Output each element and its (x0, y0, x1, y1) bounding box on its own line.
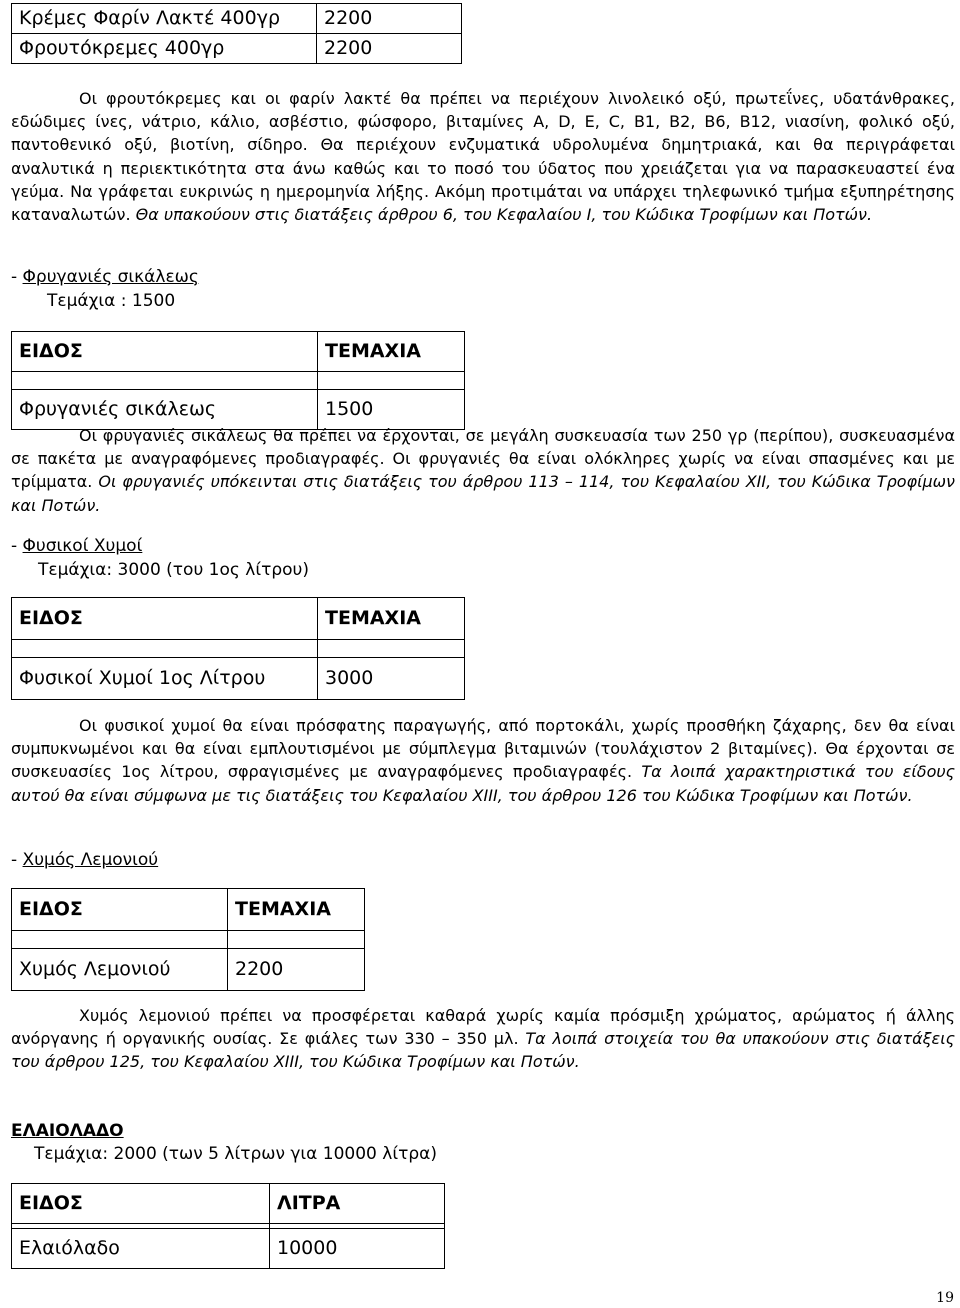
description-text: Χυμός λεμονιού πρέπει να προσφέρεται καθαρά χωρίς καμία πρόσμιξη χρώματος, αρώματος ή άλλης ανόργανης ή οργανικής ουσίας. Σε φιάλες των 330 – 350 μλ. (11, 1006, 955, 1049)
column-header-qty: ΛΙΤΡΑ (270, 1184, 445, 1224)
column-header-item: ΕΙΔΟΣ (12, 332, 318, 372)
table-spacer-row (12, 372, 465, 390)
table-row (12, 4, 462, 34)
column-header-qty: ΤΕΜΑΧΙΑ (318, 332, 465, 372)
table-row (12, 658, 465, 700)
column-header-item: ΕΙΔΟΣ (12, 598, 318, 640)
section-title: ΕΛΑΙΟΛΑΔΟ (11, 1121, 124, 1141)
section-title: Φυσικοί Χυμοί (22, 536, 143, 556)
description-text: Οι φρουτόκρεμες και οι φαρίν λακτέ θα πρέπει να περιέχουν λινολεικό οξύ, πρωτεΐνες, υδατάνθρακες, εδώδιμες ίνες, νάτριο, κάλιο, ασβέστιο, φώσφορο, βιταμίνες A, D, E, C, B1, B2, B6, B12, νιασίνη, φολικό οξύ, παντοθενικό οξύ, βιοτίνη, σίδηρο. Θα περιέχουν ενζυματικά υδρολυμένα δημητριακά, και θα περιγράφεται αναλυτικά η περιεκτικότητα στα άνω καθώς και το ποσό του ύδατος που χρειάζεται για να παρασκευαστεί ένα γεύμα. Να γράφεται ευκρινώς η ημερομηνία λήξης. Ακόμη προτιμάται να υπάρχει τηλεφωνικό τμήμα εξυπηρέτησης καταναλωτών. (11, 89, 955, 225)
quantity-line: Τεμάχια: 2000 (των 5 λίτρων για 10000 λίτρα) (34, 1144, 437, 1164)
item-qty-cell: 10000 (270, 1229, 445, 1269)
regulation-note: Τα λοιπά στοιχεία του θα υπακούουν στις διατάξεις του άρθρου 125, του Κεφαλαίου ΧΙΙΙ, του Κώδικα Τροφίμων και Ποτών. (11, 1029, 956, 1072)
section-heading: - Φρυγανιές σικάλεως (11, 267, 199, 287)
column-header-item: ΕΙΔΟΣ (12, 1184, 270, 1224)
item-name-cell: Φρυγανιές σικάλεως (12, 390, 318, 430)
rusks-table (11, 331, 465, 430)
table-row (12, 34, 462, 64)
product-name-cell: Κρέμες Φαρίν Λακτέ 400γρ (12, 4, 317, 34)
section-heading: - Φυσικοί Χυμοί (11, 536, 143, 556)
table-header-row (12, 598, 465, 640)
juices-description (11, 714, 955, 807)
column-header-item: ΕΙΔΟΣ (12, 889, 228, 931)
table-header-row (12, 889, 365, 931)
page-number: 19 (936, 1290, 954, 1306)
table-spacer-row (12, 931, 365, 949)
regulation-note: Τα λοιπά χαρακτηριστικά του είδους αυτού θα είναι σύμφωνα με τις διατάξεις του Κεφαλαίου ΧΙΙΙ, του άρθρου 126 του Κώδικα Τροφίμων και Ποτών. (11, 762, 956, 805)
section-title: Φρυγανιές σικάλεως (22, 267, 199, 287)
table-header-row (12, 332, 465, 372)
column-header-qty: ΤΕΜΑΧΙΑ (318, 598, 465, 640)
rusks-description (11, 424, 955, 517)
item-name-cell: Ελαιόλαδο (12, 1229, 270, 1269)
description-text: Οι φυσικοί χυμοί θα είναι πρόσφατης παραγωγής, από πορτοκάλι, χωρίς προσθήκη ζάχαρης, δεν θα είναι συμπυκνωμένοι και θα είναι εμπλουτισμένοι με σύμπλεγμα βιταμινών (τουλάχιστον 2 βιταμίνες). Θα έρχονται σε συσκευασίες 1ος λίτρου, σφραγισμένες με αναγραφόμενες προδιαγραφές. (11, 716, 955, 782)
table-row (12, 949, 365, 991)
product-name-cell: Φρουτόκρεμες 400γρ (12, 34, 317, 64)
product-qty-cell: 2200 (317, 34, 462, 64)
item-qty-cell: 1500 (318, 390, 465, 430)
fruit-creams-description (11, 87, 955, 226)
description-text: Οι φρυγανιές σικάλεως θα πρέπει να έρχονται, σε μεγάλη συσκευασία των 250 γρ (περίπου), συσκευασμένα σε πακέτα με αναγραφόμενες προδιαγραφές. Οι φρυγανιές θα είναι ολόκληρες χωρίς να είναι σπασμένες και με τρίμματα. (11, 426, 955, 492)
item-name-cell: Φυσικοί Χυμοί 1ος Λίτρου (12, 658, 318, 700)
lemon-juice-table (11, 888, 365, 991)
section-title: Χυμός Λεμονιού (22, 850, 159, 870)
table-row (12, 1229, 445, 1269)
quantity-line: Τεμάχια: 3000 (του 1ος λίτρου) (38, 560, 309, 580)
table-header-row (12, 1184, 445, 1224)
product-qty-cell: 2200 (317, 4, 462, 34)
section-heading: - Χυμός Λεμονιού (11, 850, 159, 870)
item-name-cell: Χυμός Λεμονιού (12, 949, 228, 991)
table-spacer-row (12, 640, 465, 658)
item-qty-cell: 3000 (318, 658, 465, 700)
regulation-note: Οι φρυγανιές υπόκεινται στις διατάξεις του άρθρου 113 – 114, του Κεφαλαίου ΧΙΙ, του Κώδικα Τροφίμων και Ποτών. (11, 472, 955, 515)
lemon-juice-description (11, 1004, 955, 1074)
olive-oil-table (11, 1183, 445, 1269)
quantity-line: Τεμάχια : 1500 (47, 291, 176, 311)
item-qty-cell: 2200 (228, 949, 365, 991)
top-products-table (11, 3, 462, 64)
column-header-qty: ΤΕΜΑΧΙΑ (228, 889, 365, 931)
juices-table (11, 597, 465, 700)
regulation-note: Θα υπακούουν στις διατάξεις άρθρου 6, του Κεφαλαίου Ι, του Κώδικα Τροφίμων και Ποτών. (135, 205, 873, 225)
